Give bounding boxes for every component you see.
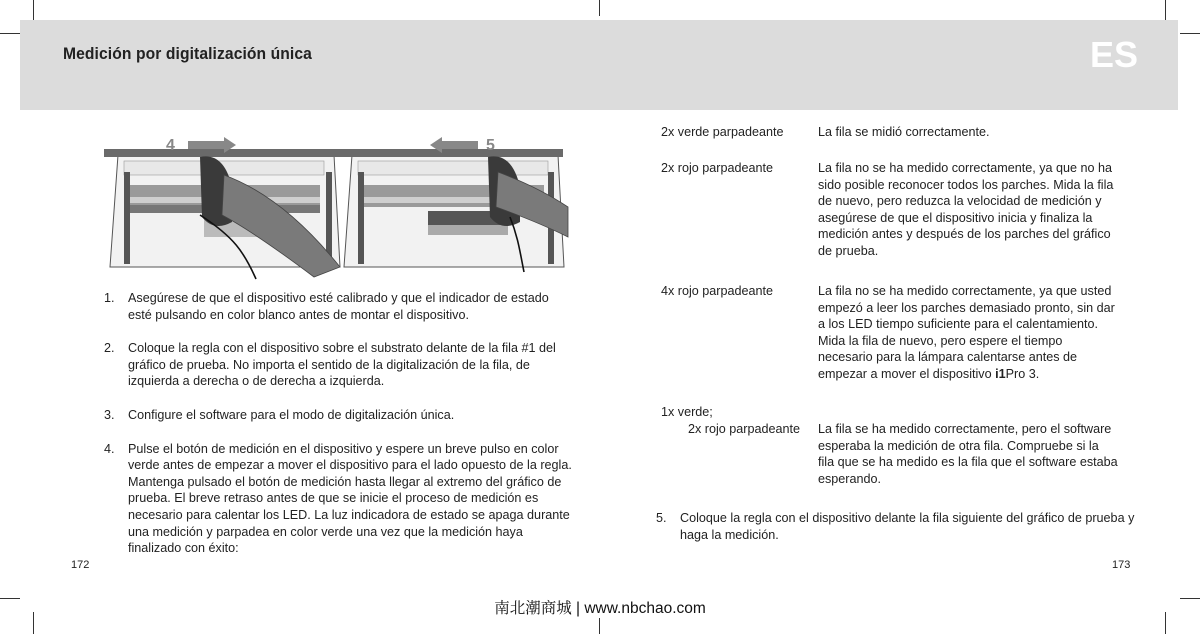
illustration-left (104, 137, 344, 279)
step-number: 2. (104, 341, 115, 356)
status-key: 1x verde; (661, 405, 713, 419)
status-value: La fila se ha medido correctamente, pero el software esperaba la medición de otra fila. Compruebe si la fila que se ha medido es la fila que el software estaba esperando. (818, 422, 1118, 486)
crop-mark (33, 0, 34, 20)
step-number: 1. (104, 291, 115, 305)
status-value: La fila se midió correctamente. (818, 125, 990, 139)
status-key: 2x rojo parpadeante (688, 422, 801, 436)
instruction-steps (104, 290, 574, 574)
footer-watermark: 南北潮商城 | www.nbchao.com (494, 600, 706, 617)
crop-mark (1165, 0, 1166, 20)
step-text: Asegúrese de que el dispositivo esté calibrado y que el indicador de estado esté pulsando en color blanco antes de montar el dispositivo. (128, 291, 549, 322)
step-text: Coloque la regla con el dispositivo delante la fila siguiente del gráfico de prueba y haga la medición. (680, 511, 1135, 542)
crop-mark (599, 618, 600, 634)
step-label-4: 4 (166, 137, 175, 154)
list-item (104, 441, 574, 557)
illustration-right (338, 137, 568, 272)
list-item (104, 340, 574, 390)
list-item (104, 290, 574, 323)
page-number-right: 173 (1112, 559, 1131, 571)
header-band (20, 20, 1178, 110)
status-key: 4x rojo parpadeante (661, 284, 774, 298)
language-tag: ES (1089, 34, 1138, 75)
status-key: 2x verde parpadeante (661, 125, 784, 139)
status-value: La fila no se ha medido correctamente, ya que usted empezó a leer los parches demasiado pronto, sin dar a los LED tiempo suficiente para el calentamiento. Mida la fila de nuevo, pero espere el tiempo necesario para la lámpara calentarse antes de empezar a mover el dispositivo i1Pro 3. (818, 284, 1115, 381)
crop-mark (599, 0, 600, 16)
step-label-5: 5 (486, 137, 495, 154)
page-title: Medición por digitalización única (63, 44, 312, 63)
brand-i1: i1 (995, 366, 1006, 381)
status-key: 2x rojo parpadeante (661, 161, 774, 175)
list-item (104, 407, 574, 424)
step-text: Coloque la regla con el dispositivo sobre el substrato delante de la fila #1 del gráfico de prueba. No importa el sentido de la digitalización de la fila, de izquierda a derecha o de derecha a izquierda. (128, 341, 556, 389)
step-number: 4. (104, 441, 115, 456)
device-illustration (104, 127, 569, 282)
page-number-left: 172 (71, 559, 90, 571)
crop-mark (0, 33, 20, 34)
step-text: Configure el software para el modo de digitalización única. (128, 407, 455, 422)
step-number: 3. (104, 407, 115, 422)
crop-mark (1180, 33, 1200, 34)
step-number: 5. (656, 511, 667, 525)
list-item (656, 510, 1146, 543)
step-text: Pulse el botón de medición en el dispositivo y espere un breve pulso en color verde antes de empezar a mover el dispositivo para el lado opuesto de la regla. Mantenga pulsado el botón de medición hasta llegar al extremo del gráfico de prueba. El breve retraso antes de que se inicie el proceso de medición es necesario para calentar los LED. La luz indicadora de estado se apaga durante una medición y parpadea en color verde una vez que la medición haya finalizado con éxito: (128, 441, 572, 556)
status-value: La fila no se ha medido correctamente, ya que no ha sido posible reconocer todos los parches. Mida la fila de nuevo, pero reduzca la velocidad de medición y asegúrese de que el dispositivo inicia y finaliza la medición antes y después de los parches del gráfico de prueba. (818, 161, 1114, 258)
